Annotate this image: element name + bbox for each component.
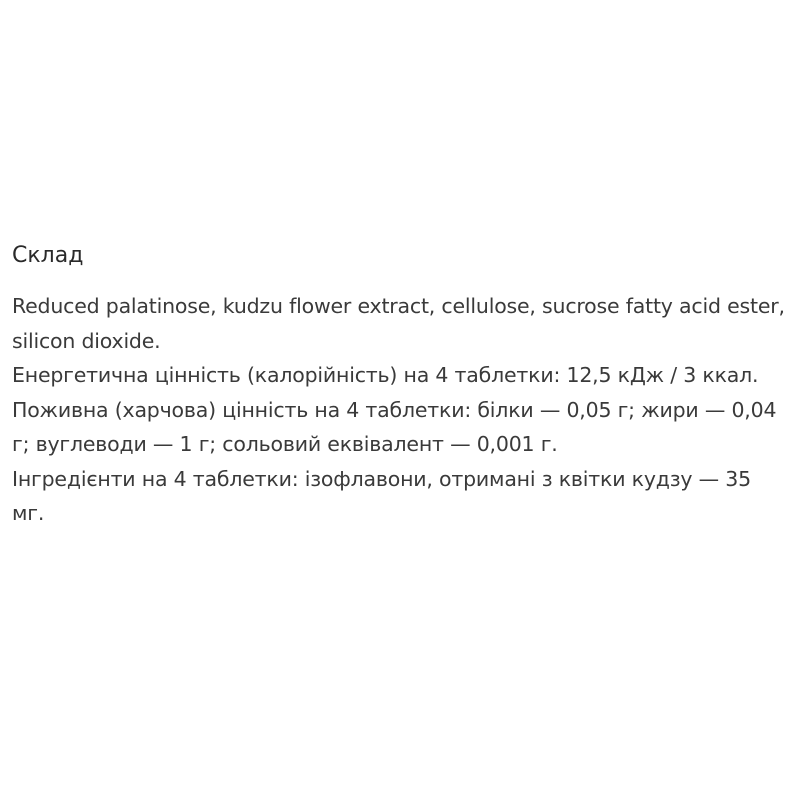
nutrition-value-text: Поживна (харчова) цінність на 4 таблетки: білки — 0,05 г; жири — 0,04 г; вуглеводи — 1 г; сольовий еквівалент — 0,001 г. (12, 397, 777, 456)
active-ingredients-text: Інгредієнти на 4 таблетки: ізофлавони, отримані з квітки кудзу — 35 мг. (12, 466, 751, 525)
composition-heading: Склад (12, 243, 84, 268)
ingredients-text: Reduced palatinose, kudzu flower extract, cellulose, sucrose fatty acid ester, silicon dioxide. (12, 294, 785, 353)
energy-value-text: Енергетична цінність (калорійність) на 4 таблетки: 12,5 кДж / 3 ккал. (12, 363, 759, 387)
composition-section (12, 238, 788, 531)
